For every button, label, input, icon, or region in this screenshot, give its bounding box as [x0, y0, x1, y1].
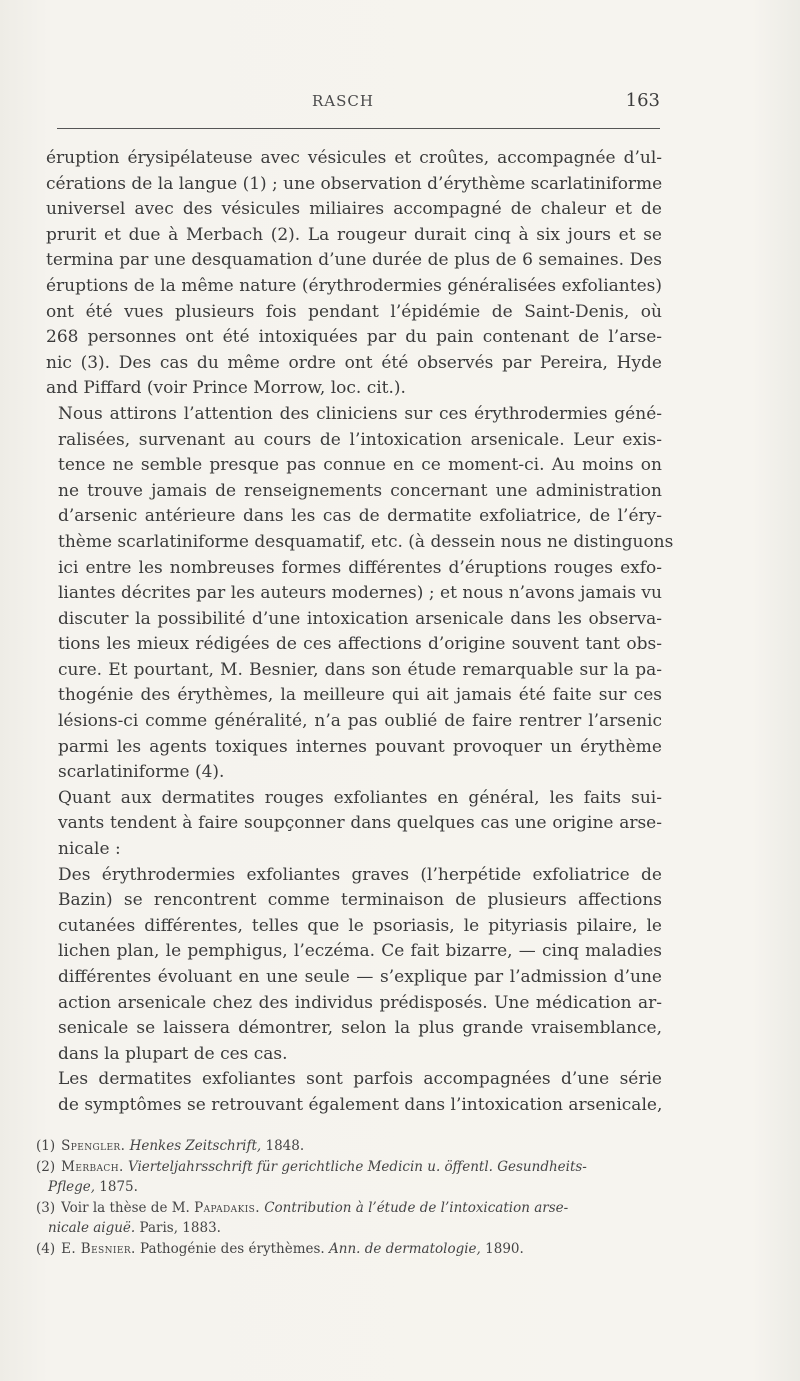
footnote-title: Pflege,: [48, 1179, 95, 1195]
header-rule: [57, 128, 660, 129]
running-title: RASCH: [312, 92, 374, 110]
text-line: éruptions de la même nature (érythrodermies généralisées exfoliantes): [46, 275, 662, 296]
text-line: Nous attirons l’attention des cliniciens sur ces érythrodermies géné-: [58, 403, 662, 424]
text-line: senicale se laissera démontrer, selon la plus grande vraisemblance,: [58, 1018, 662, 1039]
footnote-4: [36, 1239, 666, 1260]
footnote-detail: 1848.: [261, 1138, 305, 1154]
text-line: universel avec des vésicules miliaires accompagné de chaleur et de: [46, 199, 662, 220]
footnote-number: (4): [36, 1240, 56, 1257]
footnote-detail: Pathogénie des érythèmes.: [135, 1240, 330, 1257]
footnote-prefix: Voir la thèse de M.: [61, 1199, 195, 1216]
footnote-title: nicale aiguë.: [48, 1220, 136, 1236]
footnote-3-continuation: [36, 1218, 666, 1239]
text-line: parmi les agents toxiques internes pouvant provoquer un érythème: [58, 736, 662, 757]
text-line: d’arsenic antérieure dans les cas de dermatite exfoliatrice, de l’éry-: [58, 506, 662, 527]
footnote-number: (2): [36, 1158, 56, 1175]
text-line: termina par une desquamation d’une durée de plus de 6 semaines. Des: [46, 250, 662, 271]
running-head: [57, 92, 660, 116]
paragraph-1: [46, 146, 662, 402]
footnote-detail: 1875.: [95, 1179, 138, 1195]
footnote-title: Henkes Zeitschrift,: [129, 1138, 262, 1154]
footnote-author: E. Besnier.: [61, 1240, 136, 1257]
footnote-title: Vierteljahrsschrift für gerichtliche Medicin u. öffentl. Gesundheits-: [127, 1158, 587, 1175]
text-line: thème scarlatiniforme desquamatif, etc. (à dessein nous ne distinguons: [58, 531, 674, 552]
page-number: 163: [625, 90, 660, 111]
body-text: [46, 146, 674, 1119]
text-line: scarlatiniforme (4).: [58, 762, 225, 783]
text-line: ici entre les nombreuses formes différentes d’éruptions rouges exfo-: [58, 557, 662, 578]
text-line: Les dermatites exfoliantes sont parfois accompagnées d’une série: [58, 1069, 662, 1090]
text-line: nic (3). Des cas du même ordre ont été observés par Pereira, Hyde: [46, 352, 662, 373]
text-line: 268 personnes ont été intoxiquées par du pain contenant de l’arse-: [46, 327, 662, 348]
text-line: lichen plan, le pemphigus, l’eczéma. Ce fait bizarre, — cinq maladies: [58, 941, 662, 962]
text-line: cutanées différentes, telles que le psoriasis, le pityriasis pilaire, le: [58, 915, 662, 936]
paragraph-2: [46, 402, 674, 786]
text-line: discuter la possibilité d’une intoxication arsenicale dans les observa-: [58, 608, 662, 629]
text-line: nicale :: [58, 839, 121, 860]
text-line: action arsenicale chez des individus prédisposés. Une médication ar-: [58, 992, 662, 1013]
text-line: ne trouve jamais de renseignements concernant une administration: [58, 480, 662, 501]
footnote-author: Papadakis.: [194, 1199, 260, 1216]
footnote-2-continuation: [36, 1177, 666, 1198]
footnote-1: [36, 1136, 666, 1157]
footnote-detail: Paris, 1883.: [135, 1220, 221, 1236]
text-line: de symptômes se retrouvant également dans l’intoxication arsenicale,: [58, 1094, 663, 1115]
footnote-number: (1): [36, 1138, 56, 1154]
text-line: Bazin) se rencontrent comme terminaison de plusieurs affections: [58, 890, 662, 911]
text-line: cure. Et pourtant, M. Besnier, dans son étude remarquable sur la pa-: [58, 659, 662, 680]
text-line: cérations de la langue (1) ; une observation d’érythème scarlatiniforme: [46, 173, 663, 194]
footnotes: [36, 1136, 666, 1259]
text-line: and Piffard (voir Prince Morrow, loc. cit.).: [46, 378, 406, 399]
text-line: éruption érysipélateuse avec vésicules et croûtes, accompagnée d’ul-: [46, 148, 662, 168]
paragraph-4: [46, 863, 662, 1068]
text-line: tions les mieux rédigées de ces affections d’origine souvent tant obs-: [58, 634, 662, 655]
footnote-number: (3): [36, 1199, 56, 1216]
text-line: ralisées, survenant au cours de l’intoxication arsenicale. Leur exis-: [58, 429, 662, 450]
text-line: prurit et due à Merbach (2). La rougeur durait cinq à six jours et se: [46, 224, 662, 245]
footnote-3: [36, 1198, 666, 1219]
footnote-title: Ann. de dermatologie,: [329, 1240, 481, 1257]
text-line: ont été vues plusieurs fois pendant l’épidémie de Saint-Denis, où: [46, 301, 662, 322]
paragraph-3: [46, 786, 662, 863]
footnote-title: Contribution à l’étude de l’intoxication arse-: [264, 1199, 569, 1216]
text-line: thogénie des érythèmes, la meilleure qui ait jamais été faite sur ces: [58, 685, 662, 706]
footnote-author: Merbach.: [61, 1158, 124, 1175]
text-line: dans la plupart de ces cas.: [58, 1043, 288, 1064]
text-line: Quant aux dermatites rouges exfoliantes en général, les faits sui-: [58, 787, 662, 808]
text-line: Des érythrodermies exfoliantes graves (l’herpétide exfoliatrice de: [58, 864, 662, 885]
footnote-author: Spengler.: [61, 1138, 126, 1154]
footnote-detail: 1890.: [480, 1240, 524, 1257]
text-line: différentes évoluant en une seule — s’explique par l’admission d’une: [58, 967, 662, 987]
text-line: vants tendent à faire soupçonner dans quelques cas une origine arse-: [58, 813, 662, 834]
footnote-2: [36, 1157, 666, 1178]
text-line: lésions-ci comme généralité, n’a pas oublié de faire rentrer l’arsenic: [58, 711, 662, 732]
text-line: tence ne semble presque pas connue en ce moment-ci. Au moins on: [58, 455, 662, 476]
text-line: liantes décrites par les auteurs modernes) ; et nous n’avons jamais vu: [58, 583, 662, 604]
paragraph-5: [46, 1067, 662, 1118]
